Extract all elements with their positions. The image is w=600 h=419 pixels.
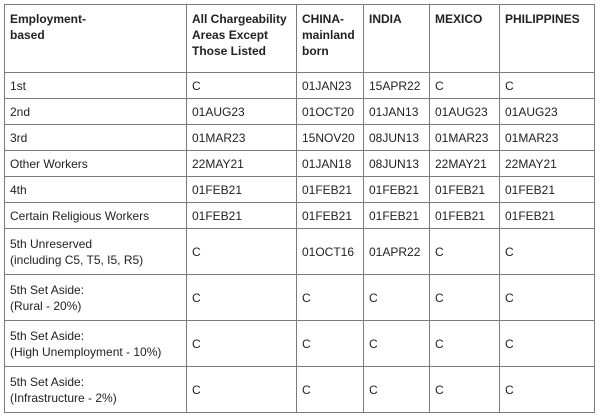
table-cell: 22MAY21 [187, 151, 297, 177]
table-cell: 01FEB21 [430, 177, 500, 203]
table-cell: 01FEB21 [187, 177, 297, 203]
header-employment-based: Employment- based [5, 5, 187, 73]
table-cell: C [364, 367, 430, 413]
table-row [5, 203, 595, 229]
table-cell: C [500, 367, 595, 413]
table-cell: C [187, 229, 297, 275]
table-row [5, 125, 595, 151]
header-india: INDIA [364, 5, 430, 73]
table-row [5, 229, 595, 275]
table-row [5, 367, 595, 413]
table-cell: 01JAN18 [297, 151, 364, 177]
header-china: CHINA- mainland born [297, 5, 364, 73]
table-cell: C [500, 73, 595, 99]
row-category: 5th Set Aside: (Rural - 20%) [5, 275, 187, 321]
row-category: 5th Set Aside: (High Unemployment - 10%) [5, 321, 187, 367]
table-cell: C [364, 275, 430, 321]
table-cell: 01OCT16 [297, 229, 364, 275]
table-cell: 15APR22 [364, 73, 430, 99]
table-cell: 01FEB21 [297, 203, 364, 229]
header-all-chargeability: All Chargeability Areas Except Those Listed [187, 5, 297, 73]
table-cell: 01FEB21 [500, 203, 595, 229]
table-cell: 08JUN13 [364, 151, 430, 177]
table-cell: C [297, 275, 364, 321]
row-category: 4th [5, 177, 187, 203]
row-category: 5th Unreserved (including C5, T5, I5, R5) [5, 229, 187, 275]
table-cell: C [364, 321, 430, 367]
row-category: 1st [5, 73, 187, 99]
table-cell: 01AUG23 [430, 99, 500, 125]
table-cell: C [500, 229, 595, 275]
table-cell: 15NOV20 [297, 125, 364, 151]
table-cell: 22MAY21 [500, 151, 595, 177]
table-row [5, 151, 595, 177]
table-cell: C [430, 229, 500, 275]
table-cell: 01FEB21 [430, 203, 500, 229]
table-cell: 01AUG23 [187, 99, 297, 125]
table-cell: 01OCT20 [297, 99, 364, 125]
table-cell: C [297, 367, 364, 413]
table-cell: C [187, 73, 297, 99]
table-cell: 01MAR23 [430, 125, 500, 151]
table-cell: 22MAY21 [430, 151, 500, 177]
row-category: Certain Religious Workers [5, 203, 187, 229]
table-cell: C [187, 321, 297, 367]
table-cell: C [297, 321, 364, 367]
row-category: 2nd [5, 99, 187, 125]
table-cell: 01FEB21 [297, 177, 364, 203]
table-row [5, 177, 595, 203]
table-cell: 01FEB21 [187, 203, 297, 229]
table-cell: C [430, 367, 500, 413]
header-philippines: PHILIPPINES [500, 5, 595, 73]
header-row [5, 5, 595, 73]
table-cell: 01AUG23 [500, 99, 595, 125]
table-cell: C [500, 321, 595, 367]
employment-based-visa-table [4, 4, 595, 413]
table-cell: 01FEB21 [500, 177, 595, 203]
table-row [5, 275, 595, 321]
table-cell: C [187, 275, 297, 321]
table-cell: 08JUN13 [364, 125, 430, 151]
table-cell: 01FEB21 [364, 177, 430, 203]
table-cell: C [500, 275, 595, 321]
row-category: Other Workers [5, 151, 187, 177]
table-cell: 01MAR23 [500, 125, 595, 151]
table-cell: C [187, 367, 297, 413]
table-row [5, 73, 595, 99]
table-cell: 01APR22 [364, 229, 430, 275]
table-cell: 01JAN13 [364, 99, 430, 125]
table-cell: C [430, 321, 500, 367]
table-cell: 01FEB21 [364, 203, 430, 229]
table-row [5, 321, 595, 367]
row-category: 5th Set Aside: (Infrastructure - 2%) [5, 367, 187, 413]
table-cell: 01MAR23 [187, 125, 297, 151]
table-cell: C [430, 73, 500, 99]
header-mexico: MEXICO [430, 5, 500, 73]
table-cell: C [430, 275, 500, 321]
table-row [5, 99, 595, 125]
row-category: 3rd [5, 125, 187, 151]
table-cell: 01JAN23 [297, 73, 364, 99]
